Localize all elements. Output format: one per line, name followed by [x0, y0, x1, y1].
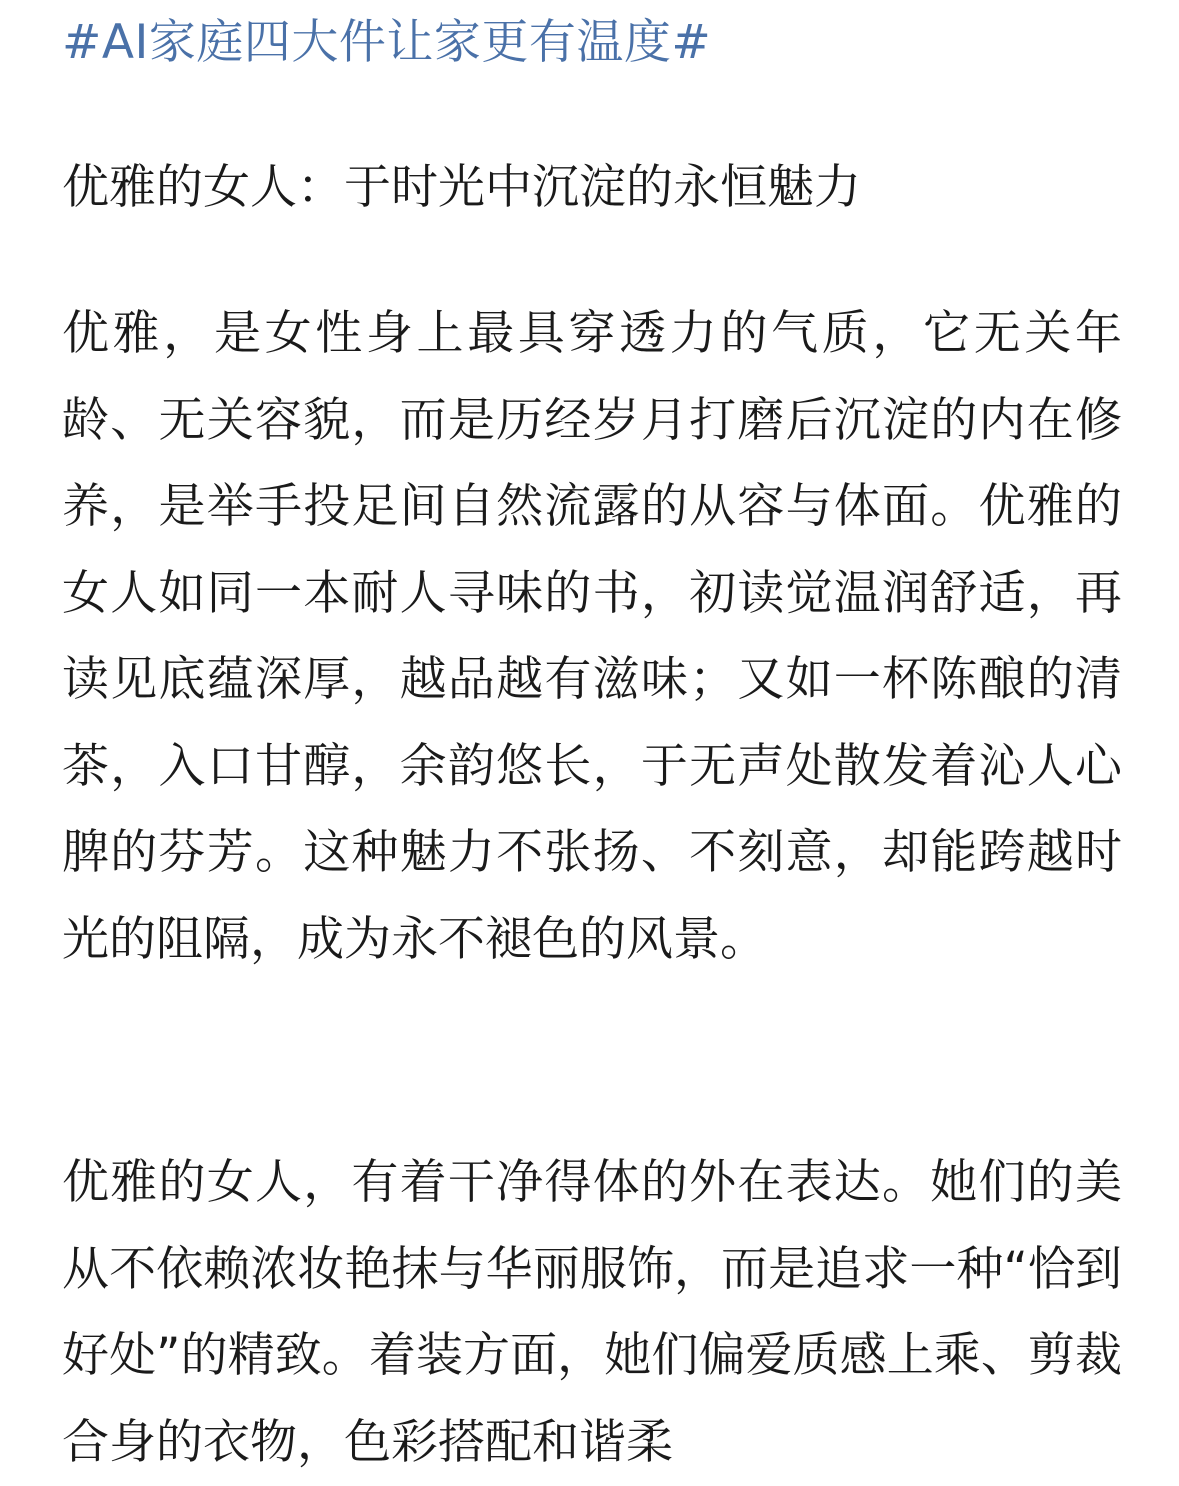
- post-paragraph: 优雅的女人，有着干净得体的外在表达。她们的美从不依赖浓妆艳抹与华丽服饰，而是追求一种“恰到好处”的精致。着装方面，她们偏爱质感上乘、剪裁合身的衣物，色彩搭配和谐柔: [62, 1155, 1122, 1470]
- post-title: 优雅的女人：于时光中沉淀的永恒魅力: [62, 160, 861, 215]
- post-article: [62, 0, 1122, 1470]
- post-paragraph: 优雅，是女性身上最具穿透力的气质，它无关年龄、无关容貌，而是历经岁月打磨后沉淀的内在修养，是举手投足间自然流露的从容与体面。优雅的女人如同一本耐人寻味的书，初读觉温润舒适，再读见底蕴深厚，越品越有滋味；又如一杯陈酿的清茶，入口甘醇，余韵悠长，于无声处散发着沁人心脾的芬芳。这种魅力不张扬、不刻意，却能跨越时光的阻隔，成为永不褪色的风景。: [62, 306, 1122, 967]
- hashtag-link[interactable]: #AI家庭四大件让家更有温度#: [62, 15, 712, 70]
